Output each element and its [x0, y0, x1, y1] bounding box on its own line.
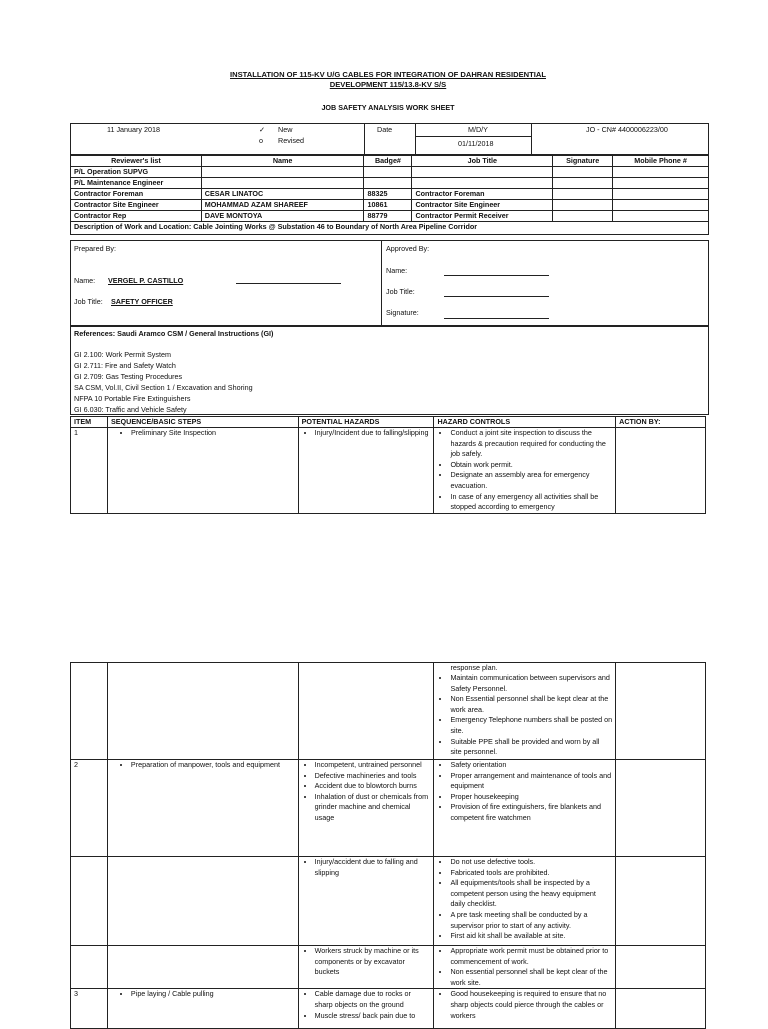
step-cell — [107, 428, 298, 514]
reviewer-badge: 88779 — [364, 211, 412, 222]
col-item: ITEM — [71, 417, 108, 428]
table-row — [71, 989, 706, 1029]
control-text: • Obtain work permit. — [450, 460, 612, 471]
control-text: • Designate an assembly area for emergency evacuation. — [450, 470, 612, 491]
step-cell — [107, 946, 298, 989]
mdy-label: M/D/Y — [468, 125, 488, 134]
new-check-icon: ✓ — [259, 125, 266, 134]
reviewer-phone — [613, 178, 709, 189]
reviewer-name: CESAR LINATOC — [201, 189, 364, 200]
action-cell — [616, 760, 706, 857]
table-row — [71, 200, 709, 211]
hazard-text: • Inhalation of dust or chemicals from grinder machine and chemical usage — [315, 792, 431, 824]
reviewer-signature — [553, 211, 613, 222]
action-cell — [616, 663, 706, 760]
control-cell — [434, 989, 616, 1029]
control-text: • Non Essential personnel shall be kept clear at the work area. — [450, 694, 612, 715]
reviewer-role: P/L Operation SUPVG — [71, 167, 202, 178]
control-text: • Emergency Telephone numbers shall be posted on site. — [450, 715, 612, 736]
reviewer-badge — [364, 167, 412, 178]
reviewer-phone — [613, 167, 709, 178]
reviewer-phone — [613, 200, 709, 211]
reviewer-role: Contractor Site Engineer — [71, 200, 202, 211]
header-date-text: 11 January 2018 — [107, 125, 161, 134]
reference-item: GI 2.709: Gas Testing Procedures — [74, 372, 183, 381]
col-action-by: ACTION BY: — [616, 417, 706, 428]
hazard-text: • Incompetent, untrained personnel — [315, 760, 431, 771]
control-text: • Do not use defective tools. — [450, 857, 612, 868]
header-divider-2 — [415, 123, 416, 155]
reviewer-signature — [553, 189, 613, 200]
reference-item: GI 6.030: Traffic and Vehicle Safety — [74, 405, 187, 414]
reviewer-name — [201, 178, 364, 189]
hazard-text: • Cable damage due to rocks or sharp objects on the ground — [315, 989, 431, 1010]
col-hazards: POTENTIAL HAZARDS — [298, 417, 434, 428]
approved-signature-label: Signature: — [386, 308, 419, 317]
control-text: • Good housekeeping is required to ensure that no sharp objects could pierce through the cables or workers — [450, 989, 612, 1021]
hazard-text: • Accident due to blowtorch burns — [315, 781, 431, 792]
prepared-name-value: VERGEL P. CASTILLO — [108, 276, 184, 285]
hazard-text: • Defective machineries and tools — [315, 771, 431, 782]
reviewer-name — [201, 167, 364, 178]
control-cell — [434, 663, 616, 760]
col-name: Name — [201, 156, 364, 167]
reviewers-header-row — [71, 156, 709, 167]
hazard-text: • Workers struck by machine or its components or by excavator buckets — [315, 946, 431, 978]
prepared-jobtitle-value: SAFETY OFFICER — [111, 297, 173, 306]
header-divider-1 — [364, 123, 365, 155]
prepared-by-label: Prepared By: — [74, 244, 116, 253]
step-cell — [107, 760, 298, 857]
item-number: 3 — [71, 989, 108, 1029]
item-number — [71, 663, 108, 760]
revised-bullet-icon: o — [259, 136, 263, 145]
control-text: • Proper housekeeping — [450, 792, 612, 803]
control-text: • All equipments/tools shall be inspected by a competent person using the heavy equipment daily checklist. — [450, 878, 612, 910]
jo-number: JO - CN# 4400006223/00 — [586, 125, 668, 134]
step-cell — [107, 989, 298, 1029]
reviewer-badge — [364, 178, 412, 189]
hazard-cell — [298, 663, 434, 760]
step-cell — [107, 857, 298, 946]
jsa-table-page-2 — [70, 662, 706, 1029]
table-row — [71, 189, 709, 200]
reviewer-job — [412, 178, 553, 189]
item-number — [71, 857, 108, 946]
sheet-title: JOB SAFETY ANALYSIS WORK SHEET — [321, 103, 455, 112]
document-title-line-2: DEVELOPMENT 115/13.8-KV S/S — [329, 80, 447, 89]
description-row — [71, 222, 709, 235]
approved-by-label: Approved By: — [386, 244, 430, 253]
col-job-title: Job Title — [412, 156, 553, 167]
jsa-table-page-1 — [70, 416, 706, 514]
reviewer-name: DAVE MONTOYA — [201, 211, 364, 222]
step-cell — [107, 663, 298, 760]
prepared-name-label: Name: — [74, 276, 96, 285]
control-text: • Provision of fire extinguishers, fire blankets and competent fire watchmen — [450, 802, 612, 823]
reviewer-signature — [553, 167, 613, 178]
action-cell — [616, 857, 706, 946]
reviewer-role: Contractor Rep — [71, 211, 202, 222]
reviewer-phone — [613, 211, 709, 222]
item-number: 1 — [71, 428, 108, 514]
document-title-line-1: INSTALLATION OF 115-KV U/G CABLES FOR INTEGRATION OF DAHRAN RESIDENTIAL — [230, 70, 546, 79]
control-continuation: response plan. — [450, 663, 498, 672]
reviewer-role: Contractor Foreman — [71, 189, 202, 200]
control-text: • Safety orientation — [450, 760, 612, 771]
col-signature: Signature — [553, 156, 613, 167]
reviewer-name: MOHAMMAD AZAM SHAREEF — [201, 200, 364, 211]
reference-item: GI 2.100: Work Permit System — [74, 350, 171, 359]
action-cell — [616, 946, 706, 989]
work-description: Description of Work and Location: Cable Jointing Works @ Substation 46 to Boundary of North Area Pipeline Corridor — [71, 222, 709, 235]
control-text: • Conduct a joint site inspection to discuss the hazards & precaution required for conducting the job safely. — [450, 428, 612, 460]
table-row — [71, 211, 709, 222]
action-cell — [616, 428, 706, 514]
reviewer-badge: 88325 — [364, 189, 412, 200]
reviewer-role: P/L Maintenance Engineer — [71, 178, 202, 189]
table-row — [71, 857, 706, 946]
approved-jobtitle-line — [444, 296, 549, 297]
revised-label: Revised — [278, 136, 304, 145]
table-row — [71, 428, 706, 514]
mdy-value: 01/11/2018 — [458, 139, 494, 148]
table-row — [71, 663, 706, 760]
approved-jobtitle-label: Job Title: — [386, 287, 415, 296]
table-row — [71, 946, 706, 989]
reference-item: SA CSM, Vol.II, Civil Section 1 / Excavation and Shoring — [74, 383, 253, 392]
control-text: • In case of any emergency all activities shall be stopped according to emergency — [450, 492, 612, 513]
hazard-text: • Muscle stress/ back pain due to — [315, 1011, 431, 1022]
reviewer-signature — [553, 178, 613, 189]
signoff-divider — [381, 240, 382, 326]
item-number — [71, 946, 108, 989]
hazard-cell — [298, 428, 434, 514]
control-text: • Fabricated tools are prohibited. — [450, 868, 612, 879]
references-label: References: Saudi Aramco CSM / General Instructions (GI) — [74, 329, 274, 338]
approved-name-line — [444, 275, 549, 276]
col-sequence: SEQUENCE/BASIC STEPS — [107, 417, 298, 428]
item-number: 2 — [71, 760, 108, 857]
reviewer-job — [412, 167, 553, 178]
control-cell — [434, 428, 616, 514]
table-row — [71, 760, 706, 857]
control-cell — [434, 946, 616, 989]
date-label: Date — [377, 125, 393, 134]
table-row — [71, 178, 709, 189]
hazard-text: • Injury/accident due to falling and slipping — [315, 857, 431, 878]
control-text: • Maintain communication between supervisors and Safety Personnel. — [450, 673, 612, 694]
jsa-header-row — [71, 417, 706, 428]
prepared-signature-line — [236, 283, 341, 284]
reviewer-signature — [553, 200, 613, 211]
control-text: • Suitable PPE shall be provided and worn by all site personnel. — [450, 737, 612, 758]
reviewer-job: Contractor Permit Receiver — [412, 211, 553, 222]
approved-signature-line — [444, 318, 549, 319]
hazard-text: • Injury/Incident due to falling/slipping — [315, 428, 431, 439]
col-controls: HAZARD CONTROLS — [434, 417, 616, 428]
control-text: • First aid kit shall be available at site. — [450, 931, 612, 942]
new-label: New — [278, 125, 293, 134]
hazard-cell — [298, 989, 434, 1029]
hazard-cell — [298, 857, 434, 946]
reviewers-table — [70, 155, 709, 235]
control-cell — [434, 760, 616, 857]
reference-item: GI 2.711: Fire and Safety Watch — [74, 361, 176, 370]
reviewer-badge: 10861 — [364, 200, 412, 211]
step-text: • Preparation of manpower, tools and equipment — [131, 760, 295, 771]
hazard-cell — [298, 946, 434, 989]
col-mobile-phone: Mobile Phone # — [613, 156, 709, 167]
control-text: • A pre task meeting shall be conducted by a supervisor prior to start of any activity. — [450, 910, 612, 931]
reviewer-phone — [613, 189, 709, 200]
header-mdy-rule — [415, 136, 531, 137]
control-text: • Proper arrangement and maintenance of tools and equipment — [450, 771, 612, 792]
col-badge: Badge# — [364, 156, 412, 167]
prepared-jobtitle-label: Job Title: — [74, 297, 103, 306]
col-reviewers-list: Reviewer's list — [71, 156, 202, 167]
action-cell — [616, 989, 706, 1029]
control-cell — [434, 857, 616, 946]
step-text: • Pipe laying / Cable pulling — [131, 989, 295, 1000]
reviewer-job: Contractor Foreman — [412, 189, 553, 200]
approved-name-label: Name: — [386, 266, 408, 275]
step-text: • Preliminary Site Inspection — [131, 428, 295, 439]
control-text: • Non essential personnel shall be kept clear of the work site. — [450, 967, 612, 988]
reference-item: NFPA 10 Portable Fire Extinguishers — [74, 394, 191, 403]
reviewer-job: Contractor Site Engineer — [412, 200, 553, 211]
header-divider-3 — [531, 123, 532, 155]
control-text: • Appropriate work permit must be obtained prior to commencement of work. — [450, 946, 612, 967]
hazard-cell — [298, 760, 434, 857]
table-row — [71, 167, 709, 178]
